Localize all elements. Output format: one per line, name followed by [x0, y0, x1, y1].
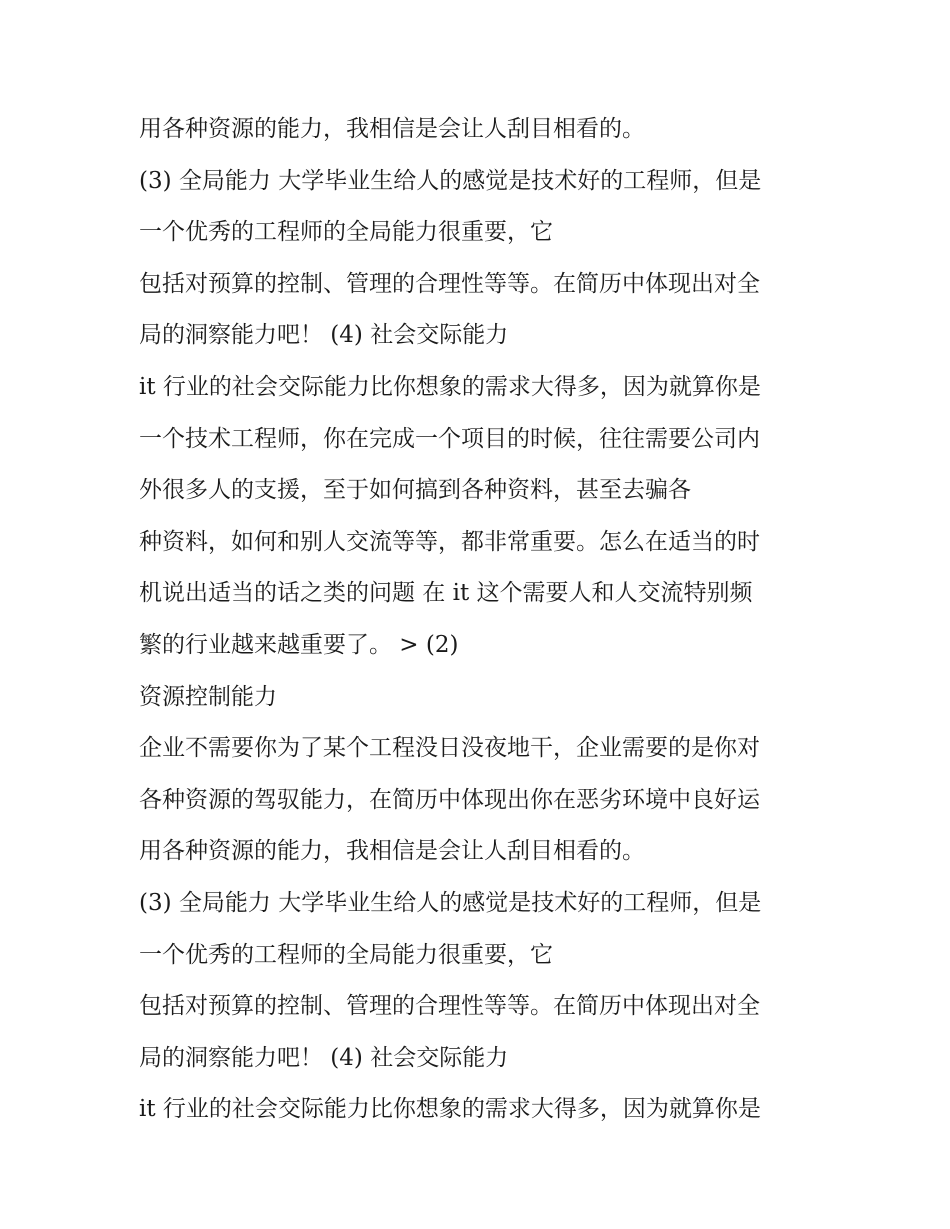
- text-line: 种资料，如何和别人交流等等，都非常重要。怎么在适当的时: [139, 528, 760, 555]
- text-line: (3) 全局能力 大学毕业生给人的感觉是技术好的工程师，但是: [139, 889, 762, 916]
- text-line: 包括对预算的控制、管理的合理性等等。在简历中体现出对全: [139, 270, 760, 297]
- text-line: 繁的行业越来越重要了。 > (2): [139, 631, 459, 658]
- text-line: 局的洞察能力吧！ (4) 社会交际能力: [139, 322, 509, 349]
- text-line: it 行业的社会交际能力比你想象的需求大得多，因为就算你是: [139, 373, 761, 400]
- body-text: [139, 104, 829, 1136]
- text-line: 资源控制能力: [139, 683, 277, 710]
- text-line: 一个优秀的工程师的全局能力很重要，它: [139, 219, 553, 246]
- text-line: 包括对预算的控制、管理的合理性等等。在简历中体现出对全: [139, 993, 760, 1020]
- text-line: 用各种资源的能力，我相信是会让人刮目相看的。: [139, 116, 645, 142]
- text-line: 机说出适当的话之类的问题 在 it 这个需要人和人交流特别频: [139, 580, 753, 607]
- text-line: 局的洞察能力吧！ (4) 社会交际能力: [139, 1044, 509, 1071]
- text-line: 用各种资源的能力，我相信是会让人刮目相看的。: [139, 838, 645, 865]
- text-line: it 行业的社会交际能力比你想象的需求大得多，因为就算你是: [139, 1096, 761, 1123]
- text-line: 各种资源的驾驭能力，在简历中体现出你在恶劣环境中良好运: [139, 786, 760, 813]
- text-line: (3) 全局能力 大学毕业生给人的感觉是技术好的工程师，但是: [139, 167, 762, 194]
- text-line: 企业不需要你为了某个工程没日没夜地干，企业需要的是你对: [139, 735, 760, 762]
- text-line: 外很多人的支援，至于如何搞到各种资料，甚至去骗各: [139, 477, 691, 504]
- text-line: 一个优秀的工程师的全局能力很重要，它: [139, 941, 553, 968]
- text-line: 一个技术工程师，你在完成一个项目的时候，往往需要公司内: [139, 425, 760, 452]
